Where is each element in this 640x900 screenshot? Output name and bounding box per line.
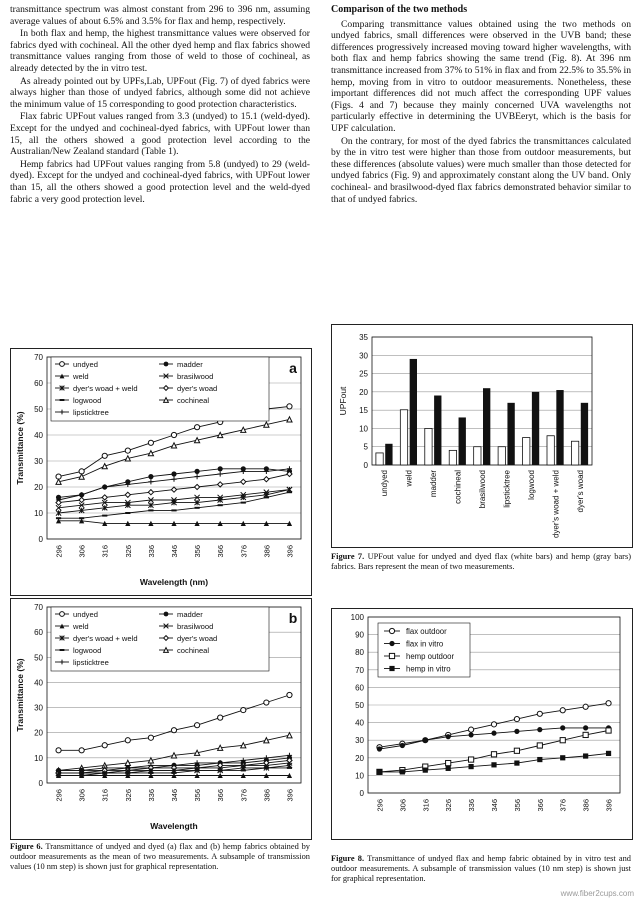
x-tick-label: 346: [490, 799, 499, 812]
x-tick-label: 306: [77, 789, 87, 802]
data-point-marker: [102, 464, 107, 469]
data-point-marker: [491, 731, 496, 736]
data-point-marker: [606, 751, 611, 756]
data-point-marker: [218, 466, 223, 471]
legend-label: weld: [73, 622, 89, 631]
data-point-marker: [125, 448, 130, 453]
data-point-marker: [400, 769, 405, 774]
legend-label: flax outdoor: [406, 627, 447, 636]
data-point-marker: [264, 738, 269, 743]
data-point-marker: [148, 440, 153, 445]
data-point-marker: [606, 728, 611, 733]
legend-label: logwood: [73, 396, 102, 405]
legend-label: dyer's woad + weld: [73, 384, 138, 393]
figure-6a: [10, 348, 312, 596]
data-point-marker: [79, 474, 84, 479]
bar-hemp: [483, 388, 490, 465]
legend: [51, 607, 269, 671]
legend-label: cochineal: [177, 396, 210, 405]
x-tick-label: 396: [285, 789, 295, 802]
data-point-marker: [171, 443, 176, 448]
x-tick-label: 376: [239, 545, 249, 558]
data-point-marker: [148, 490, 153, 495]
data-point-marker: [583, 704, 588, 709]
figure-7-caption: [331, 552, 631, 572]
legend-label: flax in vitro: [406, 639, 444, 649]
data-point-marker: [514, 716, 519, 721]
data-point-marker: [194, 750, 199, 755]
figure-7: [331, 324, 633, 548]
y-tick-label: 20: [355, 753, 364, 763]
legend-label: dyer's woad: [177, 384, 218, 393]
legend-label: dyer's woad: [177, 634, 218, 643]
figure-7-chart: [332, 325, 632, 547]
section-heading: Comparison of the two methods: [331, 4, 468, 15]
bar-hemp: [532, 392, 539, 465]
bar-hemp: [581, 403, 588, 465]
x-tick-label: lipsticktree: [502, 470, 512, 508]
data-point-marker: [560, 755, 565, 760]
y-tick-label: 40: [355, 718, 364, 728]
y-axis-label: UPFout: [338, 386, 348, 416]
legend-label: logwood: [73, 646, 102, 655]
y-tick-label: 60: [355, 683, 364, 693]
data-point-marker: [171, 471, 176, 476]
data-point-marker: [171, 728, 176, 733]
x-tick-label: 326: [123, 789, 133, 802]
data-point-marker: [514, 760, 519, 765]
data-point-marker: [194, 723, 199, 728]
x-tick-label: dyer's woad + weld: [551, 470, 561, 539]
x-tick-label: 336: [146, 545, 156, 558]
data-point-marker: [389, 628, 394, 633]
data-point-marker: [446, 734, 451, 739]
data-point-marker: [79, 497, 84, 502]
data-point-marker: [164, 612, 169, 617]
data-point-marker: [537, 757, 542, 762]
data-point-marker: [148, 479, 153, 484]
series-flax-in-vitro: [377, 725, 611, 751]
y-tick-label: 20: [34, 483, 43, 492]
data-point-marker: [102, 495, 107, 500]
data-point-marker: [264, 466, 269, 471]
data-point-marker: [164, 362, 169, 367]
x-tick-label: undyed: [380, 470, 390, 497]
paragraph: Flax fabric UPFout values ranged from 3.3 (undyed) to 15.1 (weld-dyed). Except for the undyed and cochineal-dyed fabrics, with UPFout lower than 15, all the others showed a good protection level according to the Australian/New Zealand standard (Table 1).: [10, 111, 310, 158]
data-point-marker: [423, 738, 428, 743]
data-point-marker: [446, 760, 451, 765]
x-tick-label: 376: [558, 799, 568, 812]
y-tick-label: 60: [34, 628, 43, 638]
y-tick-label: 5: [363, 442, 368, 452]
figure-6b: [10, 598, 312, 840]
y-tick-label: 30: [355, 736, 364, 746]
y-axis-label: Transmittance (%): [15, 411, 25, 485]
legend-label: brasilwood: [177, 622, 214, 631]
x-tick-label: 396: [285, 545, 295, 558]
bar-hemp: [556, 390, 563, 465]
data-point-marker: [218, 715, 223, 720]
data-point-marker: [79, 492, 84, 497]
x-axis-label: Wavelength (nm): [139, 577, 209, 587]
panel-label: b: [288, 610, 298, 626]
legend-label: weld: [73, 372, 89, 381]
data-point-marker: [79, 748, 84, 753]
x-tick-label: logwood: [526, 470, 536, 500]
x-tick-label: 386: [262, 789, 272, 802]
panel-label: a: [289, 360, 297, 376]
y-tick-label: 10: [355, 771, 364, 781]
figure-6-caption: [10, 842, 310, 872]
data-point-marker: [560, 738, 565, 743]
data-point-marker: [56, 748, 61, 753]
x-tick-label: weld: [404, 470, 414, 487]
y-axis-label: Transmittance (%): [15, 658, 25, 732]
data-point-marker: [194, 469, 199, 474]
x-tick-label: 366: [535, 799, 545, 812]
legend-label: cochineal: [177, 646, 210, 655]
data-point-marker: [171, 487, 176, 492]
data-point-marker: [148, 735, 153, 740]
figure-8-chart: [332, 609, 632, 839]
x-tick-label: 306: [398, 799, 408, 812]
y-tick-label: 20: [34, 728, 43, 738]
data-point-marker: [423, 768, 428, 773]
bar-hemp: [507, 403, 514, 465]
data-point-marker: [125, 479, 130, 484]
x-tick-label: 336: [467, 799, 477, 812]
y-tick-label: 80: [355, 648, 364, 658]
data-point-marker: [287, 404, 292, 409]
paragraph: On the contrary, for most of the dyed fabrics the transmittances calculated by the in vitro test were higher than those from outdoor measurements, but these differences (absolute values) were much smaller than those detected for undyed fabrics (Fig. 9) and approximately constant along the UV band. Only cochineal- and brasilwood-dyed flax fabrics demonstrated behavior similar to that of undyed fabrics.: [331, 135, 631, 205]
x-tick-label: 376: [239, 789, 249, 802]
paragraph: In both flax and hemp, the highest transmittance values were observed for fabrics dyed with cochineal. All the other dyed hemp and flax fabrics showed transmittance values ranging from those of weld to those of cochineal, as already detected by the in vitro test.: [10, 28, 310, 74]
series-undyed: [56, 692, 292, 753]
data-point-marker: [241, 479, 246, 484]
data-point-marker: [56, 495, 61, 500]
data-point-marker: [171, 753, 176, 758]
data-point-marker: [125, 456, 130, 461]
data-point-marker: [171, 432, 176, 437]
right-text-column: [331, 4, 631, 205]
legend-label: undyed: [73, 360, 98, 369]
bar-flax: [571, 441, 578, 465]
data-point-marker: [148, 474, 153, 479]
data-point-marker: [606, 701, 611, 706]
data-point-marker: [446, 766, 451, 771]
x-tick-label: 356: [193, 789, 203, 802]
legend-label: lipsticktree: [73, 658, 109, 667]
data-point-marker: [491, 762, 496, 767]
data-point-marker: [400, 743, 405, 748]
series-line: [59, 695, 290, 750]
y-tick-label: 0: [38, 779, 43, 788]
series-flax-outdoor: [377, 701, 611, 750]
watermark: www.fiber2cups.com: [560, 889, 634, 898]
legend: [51, 357, 269, 421]
legend-label: undyed: [73, 610, 98, 619]
y-tick-label: 15: [359, 406, 368, 416]
y-tick-label: 100: [350, 613, 364, 622]
data-point-marker: [194, 484, 199, 489]
caption-text: Transmittance of undyed flax and hemp fabric obtained by in vitro test and outdoor measurements. A subsample of transmission values (10 nm step) is shown just for graphical representation.: [331, 854, 631, 883]
data-point-marker: [56, 479, 61, 484]
data-point-marker: [148, 451, 153, 456]
bar-flax: [474, 447, 481, 465]
data-point-marker: [468, 764, 473, 769]
legend-label: hemp in vitro: [406, 664, 451, 674]
x-tick-label: 296: [54, 545, 64, 558]
x-tick-label: 316: [100, 789, 110, 802]
y-tick-label: 40: [34, 431, 43, 440]
data-point-marker: [583, 732, 588, 737]
y-tick-label: 20: [359, 387, 368, 397]
x-tick-label: 396: [604, 799, 614, 812]
data-point-marker: [287, 733, 292, 738]
x-tick-label: brasilwood: [478, 470, 487, 509]
paragraph: Comparing transmittance values obtained using the two methods on undyed fabrics, small differences were observed in the UVB band; these differences progressively increased moving toward higher wavelengths, with both flax and hemp fabrics showing the same trend (Fig. 8). At 396 nm transmittance increased from 37% to 51% in flax and from 22.5% to 35.5% in hemp, moving from in vitro to outdoor measurements. Nonetheless, these important differences did not much affect the corresponding UPF values (Figs. 4 and 7) because they mainly concerned UVA wavelengths not particularly effective in determining the UVBEeryt, which is the basis for UPF calculation.: [331, 18, 631, 134]
x-tick-label: 346: [170, 789, 179, 802]
data-point-marker: [264, 422, 269, 427]
data-point-marker: [560, 708, 565, 713]
y-tick-label: 70: [355, 665, 364, 675]
data-point-marker: [491, 752, 496, 757]
bar-flax: [547, 436, 554, 465]
data-point-marker: [389, 653, 394, 658]
data-point-marker: [218, 432, 223, 437]
data-point-marker: [287, 417, 292, 422]
y-tick-label: 90: [355, 630, 364, 640]
data-point-marker: [148, 758, 153, 763]
data-point-marker: [377, 746, 382, 751]
data-point-marker: [56, 500, 61, 505]
data-point-marker: [102, 743, 107, 748]
figure-6a-chart: [11, 349, 311, 595]
legend-label: brasilwood: [177, 372, 214, 381]
paragraph: Hemp fabrics had UPFout values ranging from 5.8 (undyed) to 29 (weld-dyed). Except for the undyed and cochineal-dyed fabrics, with UPFout lower than 15, all the others showed a good protection level and the weld-dyed fabric a very good protection level.: [10, 158, 310, 205]
paragraph: transmittance spectrum was almost constant from 296 to 396 nm, assuming average values of about 6.5% and 3.5% for flax and hemp, respectively.: [10, 4, 310, 27]
data-point-marker: [389, 641, 394, 646]
caption-label: Figure 8.: [331, 854, 365, 863]
legend-label: madder: [177, 360, 203, 369]
bar-hemp: [410, 359, 417, 465]
x-tick-label: 366: [216, 545, 226, 558]
y-tick-label: 50: [355, 701, 364, 710]
x-tick-label: 356: [512, 799, 522, 812]
data-point-marker: [241, 743, 246, 748]
caption-text: Transmittance of undyed and dyed (a) flax and (b) hemp fabrics obtained by outdoor measurements as the mean of two measurements. A subsample of transmission values (10 nm step) is shown just for graphical representation.: [10, 842, 310, 871]
data-point-marker: [102, 484, 107, 489]
caption-label: Figure 6.: [10, 842, 43, 851]
y-tick-label: 30: [34, 703, 43, 713]
data-point-marker: [537, 743, 542, 748]
y-tick-label: 10: [34, 509, 43, 518]
data-point-marker: [218, 482, 223, 487]
figure-8-caption: [331, 854, 631, 884]
data-point-marker: [171, 477, 176, 482]
left-text-column: [10, 4, 310, 205]
series-weld: [56, 773, 292, 778]
data-point-marker: [583, 753, 588, 758]
x-tick-label: 366: [216, 789, 226, 802]
x-tick-label: 356: [193, 545, 203, 558]
y-tick-label: 35: [359, 333, 368, 342]
y-tick-label: 70: [34, 603, 43, 612]
data-point-marker: [102, 453, 107, 458]
x-tick-label: cochineal: [453, 470, 463, 504]
y-tick-label: 50: [34, 653, 43, 663]
data-point-marker: [377, 769, 382, 774]
y-tick-label: 10: [359, 424, 368, 434]
caption-label: Figure 7.: [331, 552, 365, 561]
data-point-marker: [264, 477, 269, 482]
data-point-marker: [491, 722, 496, 727]
data-point-marker: [264, 700, 269, 705]
data-point-marker: [514, 729, 519, 734]
y-tick-label: 0: [363, 461, 368, 470]
legend-label: hemp outdoor: [406, 652, 455, 661]
data-point-marker: [560, 725, 565, 730]
data-point-marker: [241, 427, 246, 432]
paragraph: As already pointed out by UPFs,Lab, UPFout (Fig. 7) of dyed fabrics were always higher than those of undyed fabrics, although some did not achieve the minimum value of 15 corresponding to good protection characteristics.: [10, 75, 310, 110]
y-tick-label: 0: [38, 535, 43, 544]
legend: [378, 623, 470, 677]
legend-label: dyer's woad + weld: [73, 634, 138, 643]
figure-6b-chart: [11, 599, 311, 839]
data-point-marker: [241, 466, 246, 471]
y-tick-label: 50: [34, 405, 43, 414]
legend-label: madder: [177, 610, 203, 619]
x-tick-label: 326: [444, 799, 454, 812]
x-tick-label: 346: [170, 545, 179, 558]
data-point-marker: [60, 362, 65, 367]
data-point-marker: [287, 692, 292, 697]
data-point-marker: [537, 711, 542, 716]
data-point-marker: [514, 748, 519, 753]
data-point-marker: [194, 425, 199, 430]
data-point-marker: [60, 612, 65, 617]
series-weld: [56, 518, 292, 526]
y-tick-label: 0: [359, 789, 364, 798]
x-tick-label: 296: [54, 789, 64, 802]
y-tick-label: 30: [359, 351, 368, 361]
x-tick-label: 386: [581, 799, 591, 812]
bar-flax: [400, 410, 407, 465]
y-tick-label: 25: [359, 369, 368, 379]
y-tick-label: 70: [34, 353, 43, 362]
data-point-marker: [194, 438, 199, 443]
legend-label: lipsticktree: [73, 408, 109, 417]
y-tick-label: 60: [34, 379, 43, 388]
data-point-marker: [218, 745, 223, 750]
bar-flax: [449, 450, 456, 465]
x-tick-label: 296: [375, 799, 385, 812]
data-point-marker: [218, 471, 223, 476]
data-point-marker: [125, 492, 130, 497]
figure-8: [331, 608, 633, 840]
x-tick-label: 386: [262, 545, 272, 558]
bar-flax: [523, 438, 530, 465]
x-axis-label: Wavelength: [150, 821, 198, 831]
x-tick-label: 306: [77, 545, 87, 558]
data-point-marker: [583, 725, 588, 730]
x-tick-label: madder: [429, 470, 439, 498]
data-point-marker: [468, 727, 473, 732]
bar-hemp: [434, 396, 441, 465]
bar-hemp: [385, 444, 392, 465]
data-point-marker: [241, 707, 246, 712]
y-tick-label: 10: [34, 753, 43, 763]
x-tick-label: 316: [100, 545, 110, 558]
x-tick-label: 316: [421, 799, 431, 812]
x-tick-label: 336: [146, 789, 156, 802]
data-point-marker: [125, 760, 130, 765]
y-tick-label: 30: [34, 457, 43, 466]
bar-hemp: [459, 417, 466, 465]
data-point-marker: [194, 474, 199, 479]
x-tick-label: 326: [123, 545, 133, 558]
bar-flax: [376, 453, 383, 465]
bar-flax: [498, 447, 505, 465]
data-point-marker: [468, 732, 473, 737]
data-point-marker: [125, 738, 130, 743]
x-tick-label: dyer's woad: [575, 470, 585, 513]
data-point-marker: [389, 666, 394, 671]
data-point-marker: [468, 757, 473, 762]
caption-text: UPFout value for undyed and dyed flax (white bars) and hemp (gray bars) fabrics. Bars represent the mean of two measurements.: [331, 552, 632, 571]
bar-flax: [425, 428, 432, 465]
data-point-marker: [537, 727, 542, 732]
y-tick-label: 40: [34, 678, 43, 688]
